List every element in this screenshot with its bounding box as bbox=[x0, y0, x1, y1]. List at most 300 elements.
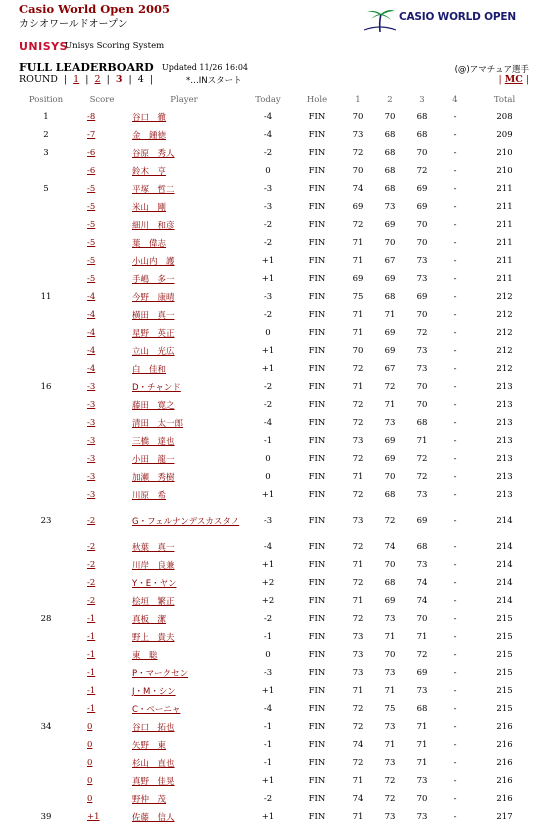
player-link[interactable]: D・チャンド bbox=[132, 383, 181, 393]
round-1-cell: 72 bbox=[352, 490, 364, 500]
round-2-cell: 70 bbox=[384, 238, 396, 248]
position-cell bbox=[12, 700, 80, 718]
score-cell bbox=[80, 538, 124, 556]
score-link[interactable]: -5 bbox=[87, 256, 96, 266]
round-2-cell: 69 bbox=[384, 346, 396, 356]
position-cell bbox=[12, 234, 80, 252]
player-cell bbox=[124, 342, 244, 360]
score-link[interactable]: -3 bbox=[87, 418, 96, 428]
score-cell bbox=[80, 754, 124, 772]
round-1-cell: 71 bbox=[352, 776, 364, 786]
player-link[interactable]: 手嶋 多一 bbox=[132, 275, 175, 285]
position-cell bbox=[12, 162, 80, 180]
player-cell bbox=[124, 772, 244, 790]
player-cell bbox=[124, 682, 244, 700]
hole-cell: FIN bbox=[308, 542, 326, 552]
today-cell: +1 bbox=[261, 686, 275, 696]
player-link[interactable]: 横田 真一 bbox=[132, 311, 175, 321]
leaderboard-table bbox=[12, 91, 537, 826]
player-cell bbox=[124, 450, 244, 468]
round-1-cell: 70 bbox=[352, 112, 364, 122]
round-1-cell: 73 bbox=[352, 632, 364, 642]
score-link[interactable]: 0 bbox=[87, 722, 93, 732]
score-link[interactable]: -4 bbox=[87, 328, 96, 338]
total-cell: 213 bbox=[496, 454, 513, 464]
col-player: Player bbox=[170, 94, 198, 105]
round-4-cell: - bbox=[453, 148, 457, 158]
player-link[interactable]: 真野 佳晃 bbox=[132, 777, 175, 787]
player-link[interactable]: 野仲 茂 bbox=[132, 795, 167, 805]
total-cell: 214 bbox=[496, 560, 513, 570]
hole-cell: FIN bbox=[308, 722, 326, 732]
round-4-cell: - bbox=[453, 686, 457, 696]
score-link[interactable]: -2 bbox=[87, 596, 96, 606]
round-4-cell: - bbox=[453, 382, 457, 392]
score-cell bbox=[80, 610, 124, 628]
total-cell: 211 bbox=[496, 184, 513, 194]
position-cell bbox=[12, 628, 80, 646]
round-1-cell: 74 bbox=[352, 184, 364, 194]
round-4-cell: - bbox=[453, 400, 457, 410]
player-link[interactable]: 三橋 達也 bbox=[132, 437, 175, 447]
score-cell bbox=[80, 664, 124, 682]
round-2-cell: 69 bbox=[384, 274, 396, 284]
round-1-cell: 73 bbox=[352, 650, 364, 660]
position-cell: 16 bbox=[40, 382, 52, 392]
round-1-cell: 72 bbox=[352, 418, 364, 428]
position-cell bbox=[12, 646, 80, 664]
today-cell: -3 bbox=[263, 184, 273, 194]
hole-cell: FIN bbox=[308, 400, 326, 410]
player-link[interactable]: 米山 剛 bbox=[132, 203, 167, 213]
score-link[interactable]: -1 bbox=[87, 614, 96, 624]
round-3-cell: 70 bbox=[416, 148, 428, 158]
position-cell bbox=[12, 486, 80, 504]
player-link[interactable]: 真板 潔 bbox=[132, 615, 167, 625]
round-3-cell: 71 bbox=[416, 436, 428, 446]
table-row bbox=[12, 252, 537, 270]
today-cell: +1 bbox=[261, 490, 275, 500]
player-link[interactable]: 星野 英正 bbox=[132, 329, 175, 339]
today-cell: -1 bbox=[263, 436, 273, 446]
round-1-cell: 69 bbox=[352, 274, 364, 284]
score-cell bbox=[80, 360, 124, 378]
round-1-cell: 70 bbox=[352, 346, 364, 356]
position-cell bbox=[12, 432, 80, 450]
score-link[interactable]: -5 bbox=[87, 220, 96, 230]
player-cell bbox=[124, 288, 244, 306]
round-2-cell: 68 bbox=[384, 166, 396, 176]
total-cell: 213 bbox=[496, 418, 513, 428]
round-2-cell: 73 bbox=[384, 722, 396, 732]
score-link[interactable]: -2 bbox=[87, 542, 96, 552]
round-3-current: 3 bbox=[115, 74, 123, 85]
round-3-cell: 69 bbox=[416, 202, 428, 212]
round-4-cell: - bbox=[453, 542, 457, 552]
score-link[interactable]: -8 bbox=[87, 112, 96, 122]
player-link[interactable]: 佐藤 信人 bbox=[132, 813, 175, 823]
score-link[interactable]: -3 bbox=[87, 454, 96, 464]
player-link[interactable]: P・マークセン bbox=[132, 669, 189, 679]
round-4-cell: - bbox=[453, 758, 457, 768]
total-cell: 215 bbox=[496, 614, 513, 624]
position-cell bbox=[12, 682, 80, 700]
round-4-cell: - bbox=[453, 516, 457, 526]
round-3-cell: 72 bbox=[416, 454, 428, 464]
round-2-cell: 68 bbox=[384, 490, 396, 500]
round-4-label: 4 bbox=[137, 74, 144, 85]
unisys-logo: UNISYS bbox=[19, 40, 69, 53]
hole-cell: FIN bbox=[308, 274, 326, 284]
round-1-cell: 72 bbox=[352, 148, 364, 158]
score-link[interactable]: -5 bbox=[87, 202, 96, 212]
player-link[interactable]: J・M・シン bbox=[132, 687, 176, 697]
round-2-cell: 67 bbox=[384, 364, 396, 374]
today-cell: -1 bbox=[263, 722, 273, 732]
player-cell bbox=[124, 646, 244, 664]
player-link[interactable]: 矢野 東 bbox=[132, 741, 167, 751]
today-cell: -4 bbox=[263, 542, 273, 552]
total-cell: 215 bbox=[496, 704, 513, 714]
score-link[interactable]: -1 bbox=[87, 632, 96, 642]
round-2-cell: 71 bbox=[384, 740, 396, 750]
round-2-cell: 72 bbox=[384, 776, 396, 786]
score-link[interactable]: -1 bbox=[87, 686, 96, 696]
round-1-link[interactable]: 1 bbox=[73, 74, 80, 85]
player-link[interactable]: 東 聡 bbox=[132, 651, 158, 661]
score-cell bbox=[80, 504, 124, 538]
score-cell bbox=[80, 342, 124, 360]
col-round-3: 3 bbox=[419, 94, 425, 105]
score-link[interactable]: -4 bbox=[87, 364, 96, 374]
score-cell bbox=[80, 144, 124, 162]
total-cell: 214 bbox=[496, 516, 513, 526]
score-link[interactable]: -2 bbox=[87, 560, 96, 570]
page-title: Casio World Open 2005 bbox=[19, 2, 170, 16]
player-cell bbox=[124, 808, 244, 826]
position-cell bbox=[12, 270, 80, 288]
round-4-cell: - bbox=[453, 274, 457, 284]
total-cell: 210 bbox=[496, 166, 513, 176]
today-cell: -1 bbox=[263, 740, 273, 750]
round-2-cell: 71 bbox=[384, 310, 396, 320]
player-link[interactable]: 野上 貴夫 bbox=[132, 633, 175, 643]
player-link[interactable]: 細川 和彦 bbox=[132, 221, 175, 231]
hole-cell: FIN bbox=[308, 112, 326, 122]
player-cell bbox=[124, 592, 244, 610]
hole-cell: FIN bbox=[308, 148, 326, 158]
position-cell bbox=[12, 754, 80, 772]
table-row bbox=[12, 790, 537, 808]
total-cell: 212 bbox=[496, 346, 513, 356]
hole-cell: FIN bbox=[308, 166, 326, 176]
player-cell bbox=[124, 378, 244, 396]
score-cell bbox=[80, 378, 124, 396]
score-cell bbox=[80, 252, 124, 270]
table-row bbox=[12, 108, 537, 126]
round-1-cell: 72 bbox=[352, 758, 364, 768]
round-4-cell: - bbox=[453, 632, 457, 642]
round-1-cell: 75 bbox=[352, 292, 364, 302]
score-cell bbox=[80, 682, 124, 700]
hole-cell: FIN bbox=[308, 454, 326, 464]
round-2-cell: 70 bbox=[384, 112, 396, 122]
score-link[interactable]: -3 bbox=[87, 436, 96, 446]
today-cell: +1 bbox=[261, 560, 275, 570]
player-cell bbox=[124, 162, 244, 180]
score-cell bbox=[80, 270, 124, 288]
score-link[interactable]: -1 bbox=[87, 650, 96, 660]
score-link[interactable]: -4 bbox=[87, 292, 96, 302]
hole-cell: FIN bbox=[308, 130, 326, 140]
table-row bbox=[12, 682, 537, 700]
score-link[interactable]: -3 bbox=[87, 400, 96, 410]
player-link[interactable]: 谷原 秀人 bbox=[132, 149, 175, 159]
position-cell bbox=[12, 342, 80, 360]
player-link[interactable]: 平塚 哲二 bbox=[132, 185, 175, 195]
round-selector: ROUND | 1 | 2 | 3 | 4 | bbox=[19, 74, 154, 85]
round-4-cell: - bbox=[453, 202, 457, 212]
round-1-cell: 73 bbox=[352, 668, 364, 678]
score-link[interactable]: -1 bbox=[87, 704, 96, 714]
round-3-cell: 71 bbox=[416, 632, 428, 642]
total-cell: 213 bbox=[496, 472, 513, 482]
total-cell: 215 bbox=[496, 632, 513, 642]
total-cell: 215 bbox=[496, 650, 513, 660]
position-cell: 5 bbox=[43, 184, 49, 194]
player-link[interactable]: 谷口 徹 bbox=[132, 113, 167, 123]
round-3-cell: 71 bbox=[416, 758, 428, 768]
score-cell bbox=[80, 556, 124, 574]
casio-world-open-logo bbox=[362, 6, 530, 34]
hole-cell: FIN bbox=[308, 328, 326, 338]
player-link[interactable]: 清田 太一郎 bbox=[132, 419, 184, 429]
round-3-cell: 74 bbox=[416, 596, 428, 606]
round-1-cell: 71 bbox=[352, 472, 364, 482]
today-cell: -4 bbox=[263, 704, 273, 714]
hole-cell: FIN bbox=[308, 758, 326, 768]
table-row bbox=[12, 610, 537, 628]
player-link[interactable]: 小田 龍一 bbox=[132, 455, 175, 465]
score-link[interactable]: 0 bbox=[87, 776, 93, 786]
table-row bbox=[12, 574, 537, 592]
today-cell: -3 bbox=[263, 668, 273, 678]
round-2-cell: 67 bbox=[384, 256, 396, 266]
score-cell bbox=[80, 736, 124, 754]
round-2-cell: 74 bbox=[384, 542, 396, 552]
round-2-cell: 69 bbox=[384, 436, 396, 446]
total-cell: 211 bbox=[496, 220, 513, 230]
player-link[interactable]: 川岸 良兼 bbox=[132, 561, 175, 571]
player-cell bbox=[124, 432, 244, 450]
position-cell: 28 bbox=[40, 614, 52, 624]
position-cell bbox=[12, 736, 80, 754]
score-link[interactable]: -5 bbox=[87, 274, 96, 284]
player-cell bbox=[124, 216, 244, 234]
score-link[interactable]: -4 bbox=[87, 346, 96, 356]
today-cell: +2 bbox=[261, 578, 275, 588]
table-row bbox=[12, 538, 537, 556]
round-4-cell: - bbox=[453, 560, 457, 570]
player-cell bbox=[124, 306, 244, 324]
player-link[interactable]: 桧垣 繁正 bbox=[132, 597, 175, 607]
player-link[interactable]: 杉山 直也 bbox=[132, 759, 175, 769]
amateur-note: (@)アマチュア選手 bbox=[454, 65, 529, 75]
round-4-cell: - bbox=[453, 812, 457, 822]
player-cell bbox=[124, 754, 244, 772]
mc-link[interactable]: MC bbox=[504, 74, 523, 85]
score-link[interactable]: 0 bbox=[87, 758, 93, 768]
round-2-cell: 73 bbox=[384, 202, 396, 212]
score-link[interactable]: +1 bbox=[87, 812, 100, 822]
round-2-link[interactable]: 2 bbox=[94, 74, 101, 85]
hole-cell: FIN bbox=[308, 812, 326, 822]
score-link[interactable]: 0 bbox=[87, 794, 93, 804]
hole-cell: FIN bbox=[308, 202, 326, 212]
score-cell bbox=[80, 414, 124, 432]
today-cell: -4 bbox=[263, 112, 273, 122]
round-1-cell: 71 bbox=[352, 686, 364, 696]
position-cell bbox=[12, 592, 80, 610]
player-link[interactable]: 小山内 護 bbox=[132, 257, 175, 267]
score-link[interactable]: -4 bbox=[87, 310, 96, 320]
player-cell bbox=[124, 234, 244, 252]
round-4-cell: - bbox=[453, 436, 457, 446]
round-2-cell: 70 bbox=[384, 560, 396, 570]
round-2-cell: 71 bbox=[384, 632, 396, 642]
table-row bbox=[12, 180, 537, 198]
score-link[interactable]: -3 bbox=[87, 382, 96, 392]
player-cell bbox=[124, 180, 244, 198]
score-link[interactable]: -5 bbox=[87, 238, 96, 248]
score-link[interactable]: -3 bbox=[87, 472, 96, 482]
score-link[interactable]: -3 bbox=[87, 490, 96, 500]
table-row bbox=[12, 556, 537, 574]
score-link[interactable]: -1 bbox=[87, 668, 96, 678]
today-cell: 0 bbox=[265, 472, 271, 482]
today-cell: -2 bbox=[263, 614, 273, 624]
hole-cell: FIN bbox=[308, 560, 326, 570]
position-cell bbox=[12, 790, 80, 808]
score-link[interactable]: -2 bbox=[87, 516, 96, 526]
round-2-cell: 69 bbox=[384, 220, 396, 230]
player-link[interactable]: 金 鍾徳 bbox=[132, 131, 167, 141]
round-2-cell: 71 bbox=[384, 400, 396, 410]
player-cell bbox=[124, 574, 244, 592]
player-link[interactable]: C・ペーニャ bbox=[132, 705, 181, 715]
position-cell: 34 bbox=[40, 722, 52, 732]
position-cell bbox=[12, 538, 80, 556]
score-cell bbox=[80, 126, 124, 144]
round-1-cell: 73 bbox=[352, 516, 364, 526]
round-1-cell: 74 bbox=[352, 794, 364, 804]
score-link[interactable]: -6 bbox=[87, 166, 96, 176]
total-cell: 213 bbox=[496, 436, 513, 446]
score-link[interactable]: -6 bbox=[87, 148, 96, 158]
today-cell: +1 bbox=[261, 776, 275, 786]
score-cell bbox=[80, 180, 124, 198]
round-4-cell: - bbox=[453, 166, 457, 176]
score-cell bbox=[80, 772, 124, 790]
player-link[interactable]: 川原 希 bbox=[132, 491, 167, 501]
round-4-cell: - bbox=[453, 418, 457, 428]
round-4-cell: - bbox=[453, 740, 457, 750]
col-today: Today bbox=[255, 94, 281, 105]
round-2-cell: 69 bbox=[384, 328, 396, 338]
position-cell bbox=[12, 198, 80, 216]
round-1-cell: 74 bbox=[352, 740, 364, 750]
round-4-cell: - bbox=[453, 668, 457, 678]
round-4-cell: - bbox=[453, 238, 457, 248]
round-3-cell: 74 bbox=[416, 578, 428, 588]
player-link[interactable]: 谷口 拓也 bbox=[132, 723, 175, 733]
hole-cell: FIN bbox=[308, 650, 326, 660]
round-4-cell: - bbox=[453, 292, 457, 302]
round-1-cell: 72 bbox=[352, 454, 364, 464]
round-1-cell: 70 bbox=[352, 166, 364, 176]
player-link[interactable]: 葉 偉志 bbox=[132, 239, 167, 249]
round-3-cell: 71 bbox=[416, 740, 428, 750]
player-link[interactable]: 鈴木 亨 bbox=[132, 167, 167, 177]
player-link[interactable]: 立山 光広 bbox=[132, 347, 175, 357]
player-link[interactable]: 秋葉 真一 bbox=[132, 543, 175, 553]
player-cell bbox=[124, 628, 244, 646]
hole-cell: FIN bbox=[308, 472, 326, 482]
score-cell bbox=[80, 432, 124, 450]
score-link[interactable]: -2 bbox=[87, 578, 96, 588]
player-link[interactable]: Y・E・ヤン bbox=[132, 579, 177, 589]
total-cell: 214 bbox=[496, 578, 513, 588]
round-3-cell: 69 bbox=[416, 516, 428, 526]
round-4-cell: - bbox=[453, 776, 457, 786]
score-link[interactable]: -5 bbox=[87, 184, 96, 194]
player-link[interactable]: 加瀬 秀樹 bbox=[132, 473, 175, 483]
round-2-cell: 68 bbox=[384, 184, 396, 194]
total-cell: 217 bbox=[496, 812, 513, 822]
round-1-cell: 71 bbox=[352, 328, 364, 338]
player-cell bbox=[124, 718, 244, 736]
round-4-cell: - bbox=[453, 346, 457, 356]
round-2-cell: 68 bbox=[384, 578, 396, 588]
player-link[interactable]: G・フェルナンデスカスタノ bbox=[132, 517, 240, 527]
round-2-cell: 70 bbox=[384, 650, 396, 660]
round-2-cell: 70 bbox=[384, 472, 396, 482]
table-row bbox=[12, 664, 537, 682]
player-link[interactable]: 今野 康晴 bbox=[132, 293, 175, 303]
round-2-cell: 71 bbox=[384, 686, 396, 696]
score-link[interactable]: -7 bbox=[87, 130, 96, 140]
player-link[interactable]: 白 佳和 bbox=[132, 365, 167, 375]
score-cell bbox=[80, 450, 124, 468]
total-cell: 211 bbox=[496, 256, 513, 266]
round-3-cell: 72 bbox=[416, 650, 428, 660]
round-4-cell: - bbox=[453, 310, 457, 320]
today-cell: -2 bbox=[263, 238, 273, 248]
round-3-cell: 72 bbox=[416, 328, 428, 338]
table-row bbox=[12, 396, 537, 414]
table-row bbox=[12, 450, 537, 468]
round-3-cell: 73 bbox=[416, 812, 428, 822]
player-link[interactable]: 藤田 寛之 bbox=[132, 401, 175, 411]
table-row bbox=[12, 628, 537, 646]
hole-cell: FIN bbox=[308, 418, 326, 428]
palm-tree-logo-icon bbox=[362, 6, 398, 34]
today-cell: -2 bbox=[263, 148, 273, 158]
round-3-cell: 72 bbox=[416, 472, 428, 482]
score-link[interactable]: 0 bbox=[87, 740, 93, 750]
player-cell bbox=[124, 700, 244, 718]
round-3-cell: 70 bbox=[416, 794, 428, 804]
